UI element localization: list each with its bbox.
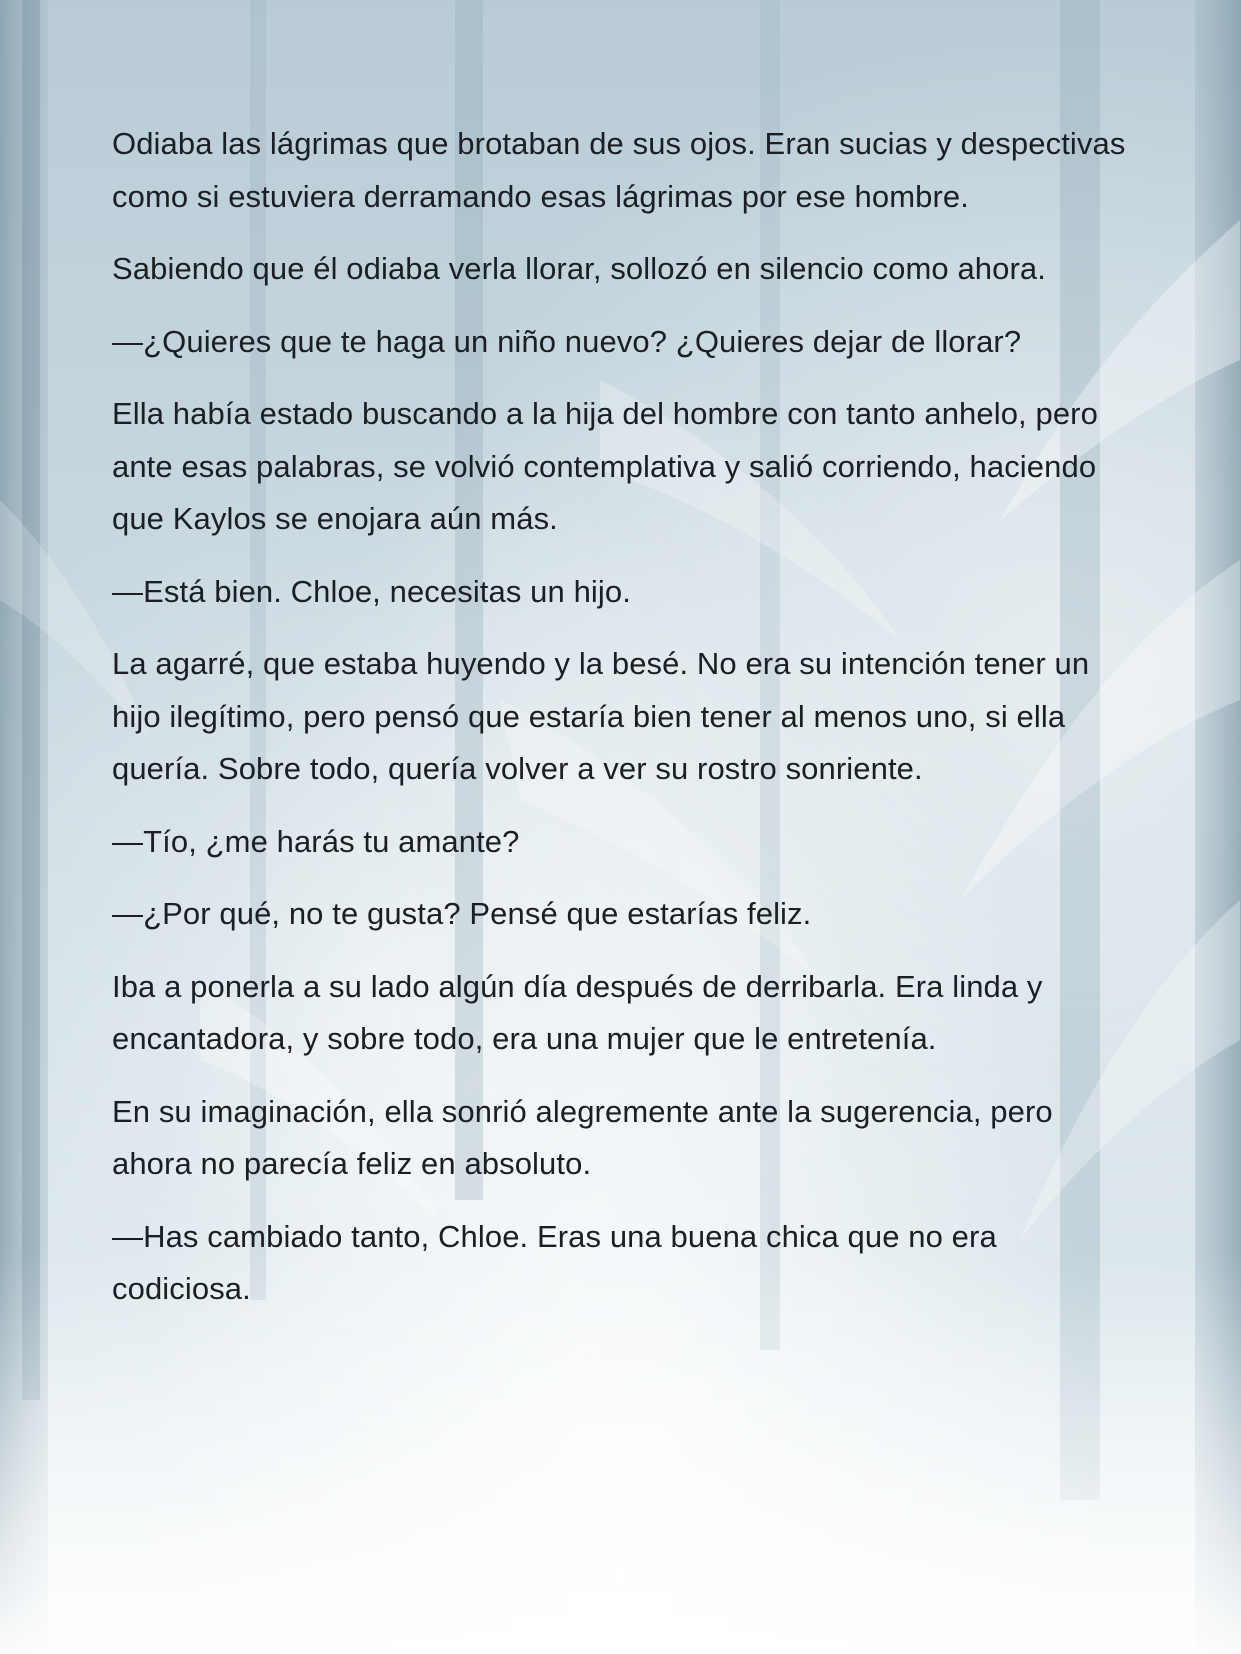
paragraph: —Está bien. Chloe, necesitas un hijo.: [112, 573, 631, 609]
paragraph: Odiaba las lágrimas que brotaban de sus ojos. Eran sucias y despectivas como si estuviera derramando esas lágrimas por ese hombre.: [112, 126, 1126, 214]
paragraph: —Has cambiado tanto, Chloe. Eras una buena chica que no era codiciosa.: [112, 1218, 997, 1306]
paragraph: —¿Por qué, no te gusta? Pensé que estarías feliz.: [112, 896, 812, 931]
story-text: [112, 118, 1132, 1336]
paragraph: La agarré, que estaba huyendo y la besé. No era su intención tener un hijo ilegítimo, pero pensó que estaría bien tener al menos uno, si ella quería. Sobre todo, quería volver a ver su rostro sonriente.: [112, 646, 1090, 786]
paragraph: Ella había estado buscando a la hija del hombre con tanto anhelo, pero ante esas palabras, se volvió contemplativa y salió corriendo, haciendo que Kaylos se enojara aún más.: [112, 396, 1098, 536]
paragraph: En su imaginación, ella sonrió alegremente ante la sugerencia, pero ahora no parecía feliz en absoluto.: [112, 1093, 1053, 1181]
paragraph: —Tío, ¿me harás tu amante?: [112, 823, 520, 859]
paragraph: —¿Quieres que te haga un niño nuevo? ¿Quieres dejar de llorar?: [112, 323, 1022, 359]
paragraph: Iba a ponerla a su lado algún día después de derribarla. Era linda y encantadora, y sobre todo, era una mujer que le entretenía.: [112, 968, 1043, 1056]
paragraph: Sabiendo que él odiaba verla llorar, sollozó en silencio como ahora.: [112, 251, 1046, 286]
